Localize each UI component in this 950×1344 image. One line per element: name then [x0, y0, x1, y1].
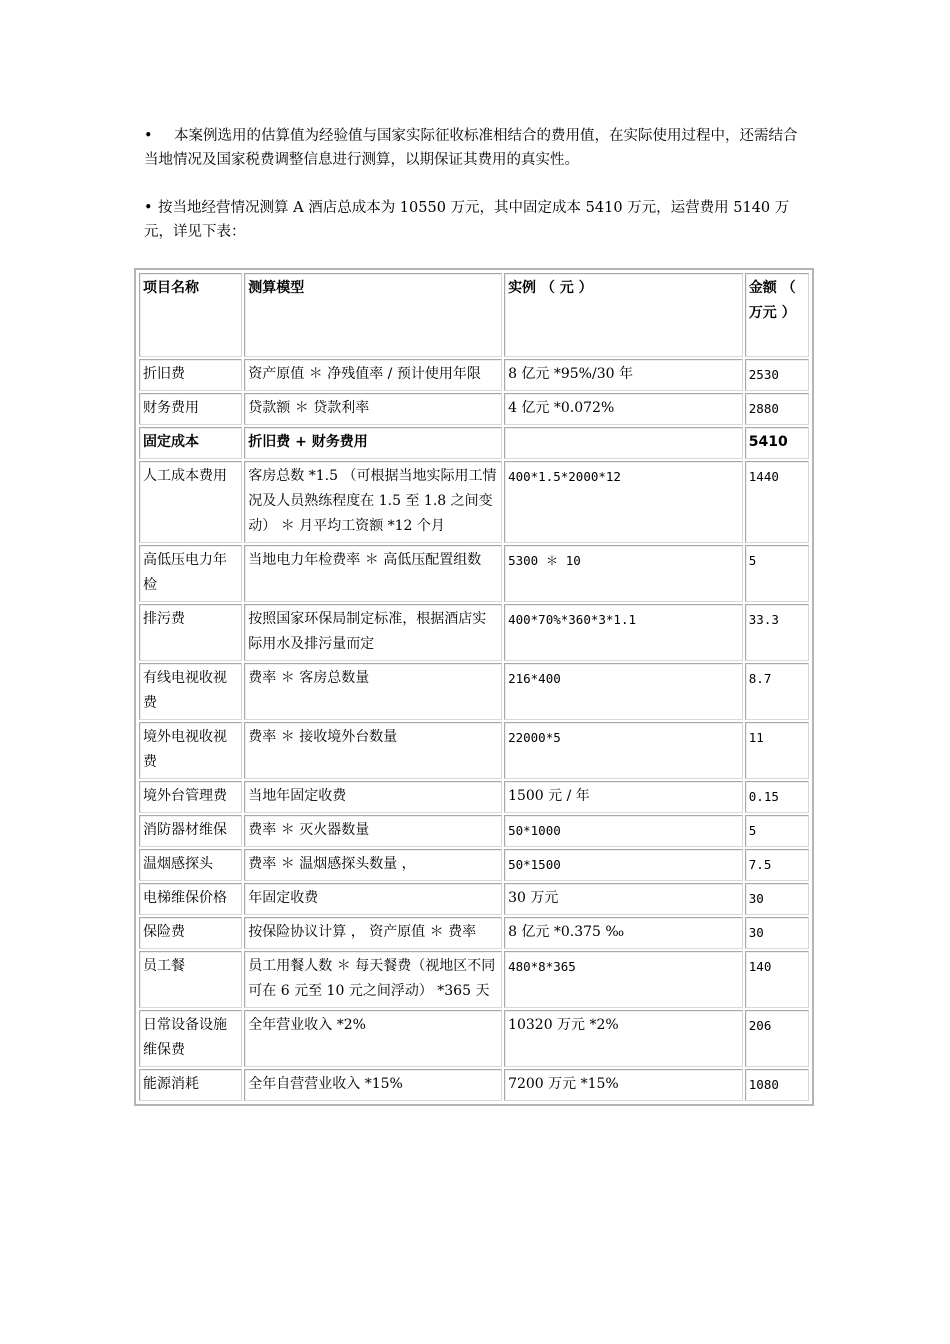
cell-calc-model: 客房总数 *1.5 （可根据当地实际用工情况及人员熟练程度在 1.5 至 1.8 之间变动） ＊ 月平均工资额 *12 个月 [244, 461, 502, 543]
table-body [139, 359, 809, 1101]
cell-amount: 7.5 [745, 849, 809, 881]
cell-amount: 30 [745, 883, 809, 915]
table-row [139, 849, 809, 881]
cell-item-name: 能源消耗 [139, 1069, 242, 1101]
header-amount: 金额 （ 万元 ） [745, 273, 809, 357]
cell-example: 22000*5 [504, 722, 743, 779]
intro-paragraph-1 [144, 124, 808, 172]
cell-calc-model: 折旧费 + 财务费用 [244, 427, 502, 459]
intro-text-1: 本案例选用的估算值为经验值与国家实际征收标准相结合的费用值，在实际使用过程中，还需结合当地情况及国家税费调整信息进行测算，以期保证其费用的真实性。 [144, 128, 798, 168]
cell-example [504, 427, 743, 459]
table-row [139, 1069, 809, 1101]
header-example: 实例 （ 元 ） [504, 273, 743, 357]
cell-amount: 11 [745, 722, 809, 779]
cell-example: 400*70%*360*3*1.1 [504, 604, 743, 661]
cell-example: 8 亿元 *0.375 ‰ [504, 917, 743, 949]
cell-calc-model: 资产原值 ＊ 净残值率 / 预计使用年限 [244, 359, 502, 391]
table-row [139, 359, 809, 391]
cell-item-name: 高低压电力年检 [139, 545, 242, 602]
table-row [139, 604, 809, 661]
cell-item-name: 境外台管理费 [139, 781, 242, 813]
intro-paragraph-2 [144, 196, 808, 244]
cell-calc-model: 全年自营营业收入 *15% [244, 1069, 502, 1101]
cell-example: 1500 元 / 年 [504, 781, 743, 813]
table-row [139, 1010, 809, 1067]
cell-calc-model: 费率 ＊ 灭火器数量 [244, 815, 502, 847]
cell-amount: 5 [745, 545, 809, 602]
cell-item-name: 电梯维保价格 [139, 883, 242, 915]
table-row [139, 883, 809, 915]
table-row [139, 545, 809, 602]
bullet: • [144, 200, 153, 216]
cell-amount: 5 [745, 815, 809, 847]
cell-calc-model: 当地年固定收费 [244, 781, 502, 813]
cell-amount: 33.3 [745, 604, 809, 661]
cell-calc-model: 费率 ＊ 温烟感探头数量 ， [244, 849, 502, 881]
table-row [139, 815, 809, 847]
cell-example: 7200 万元 *15% [504, 1069, 743, 1101]
cell-example: 50*1000 [504, 815, 743, 847]
cell-calc-model: 当地电力年检费率 ＊ 高低压配置组数 [244, 545, 502, 602]
cell-calc-model: 按保险协议计算 ， 资产原值 ＊ 费率 [244, 917, 502, 949]
table-row [139, 917, 809, 949]
cell-example: 10320 万元 *2% [504, 1010, 743, 1067]
cell-item-name: 人工成本费用 [139, 461, 242, 543]
table-row [139, 951, 809, 1008]
cell-calc-model: 按照国家环保局制定标准，根据酒店实际用水及排污量而定 [244, 604, 502, 661]
cell-amount: 0.15 [745, 781, 809, 813]
bullet: • [144, 128, 153, 144]
cell-item-name: 财务费用 [139, 393, 242, 425]
header-name: 项目名称 [139, 273, 242, 357]
cell-amount: 140 [745, 951, 809, 1008]
cost-table [137, 271, 811, 1103]
cell-item-name: 温烟感探头 [139, 849, 242, 881]
cell-example: 30 万元 [504, 883, 743, 915]
cell-example: 5300 ＊ 10 [504, 545, 743, 602]
cell-example: 400*1.5*2000*12 [504, 461, 743, 543]
table-row [139, 722, 809, 779]
cell-item-name: 固定成本 [139, 427, 242, 459]
cell-example: 4 亿元 *0.072% [504, 393, 743, 425]
table-row [139, 461, 809, 543]
cell-amount: 1080 [745, 1069, 809, 1101]
intro-text-2: 按当地经营情况测算 A 酒店总成本为 10550 万元，其中固定成本 5410 万元，运营费用 5140 万元，详见下表： [144, 200, 790, 240]
cell-calc-model: 员工用餐人数 ＊ 每天餐费（视地区不同可在 6 元至 10 元之间浮动） *365 天 [244, 951, 502, 1008]
cell-item-name: 保险费 [139, 917, 242, 949]
cell-item-name: 日常设备设施维保费 [139, 1010, 242, 1067]
cell-example: 8 亿元 *95%/30 年 [504, 359, 743, 391]
header-model: 测算模型 [244, 273, 502, 357]
table-row [139, 663, 809, 720]
cell-amount: 1440 [745, 461, 809, 543]
cell-example: 480*8*365 [504, 951, 743, 1008]
table-row [139, 781, 809, 813]
cell-example: 50*1500 [504, 849, 743, 881]
cell-calc-model: 年固定收费 [244, 883, 502, 915]
cell-item-name: 有线电视收视费 [139, 663, 242, 720]
cell-amount: 8.7 [745, 663, 809, 720]
cell-amount: 206 [745, 1010, 809, 1067]
table-header-row [139, 273, 809, 357]
cell-amount: 5410 [745, 427, 809, 459]
cell-amount: 30 [745, 917, 809, 949]
cell-item-name: 排污费 [139, 604, 242, 661]
cell-calc-model: 费率 ＊ 客房总数量 [244, 663, 502, 720]
cell-example: 216*400 [504, 663, 743, 720]
cell-item-name: 员工餐 [139, 951, 242, 1008]
table-row [139, 427, 809, 459]
cell-item-name: 折旧费 [139, 359, 242, 391]
cell-item-name: 消防器材维保 [139, 815, 242, 847]
cost-table-frame [134, 268, 814, 1106]
table-row [139, 393, 809, 425]
cell-amount: 2530 [745, 359, 809, 391]
cell-calc-model: 全年营业收入 *2% [244, 1010, 502, 1067]
cell-item-name: 境外电视收视费 [139, 722, 242, 779]
cell-calc-model: 费率 ＊ 接收境外台数量 [244, 722, 502, 779]
cell-calc-model: 贷款额 ＊ 贷款利率 [244, 393, 502, 425]
cell-amount: 2880 [745, 393, 809, 425]
